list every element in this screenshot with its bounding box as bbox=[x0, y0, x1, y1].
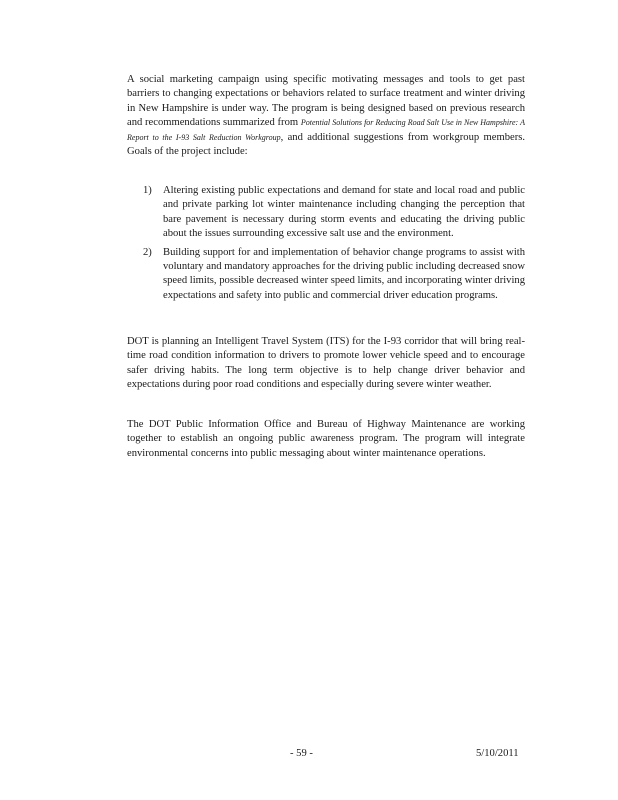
list-item-number: 1) bbox=[143, 185, 152, 196]
list-item-number: 2) bbox=[143, 246, 152, 258]
its-paragraph: DOT is planning an Intelligent Travel System (ITS) for the I-93 corridor that will bring real-time road condition information to drivers to promote lower vehicle speed and to encourage safer driving habits. The long term objective is to help change driver behavior and expectations during poor road conditions and especially during severe winter weather. bbox=[127, 336, 525, 391]
list-item-text: Building support for and implementation of behavior change programs to assist with voluntary and mandatory approaches for the driving public including decreased snow speed limits, possible decreased winter speed limits, and incorporating winter driving expectations and safety into public and commercial driver education programs. bbox=[163, 246, 525, 301]
footer-date: 5/10/2011 bbox=[476, 748, 519, 759]
report-citation: Potential Solutions for Reducing Road Salt Use in New Hampshire: A Report to the I-93 Salt Reduction Workgroup bbox=[127, 118, 525, 142]
list-item bbox=[127, 184, 525, 242]
intro-text-before: A social marketing campaign using specific motivating messages and tools to get past barriers to changing expectations or behaviors related to surface treatment and winter driving in New Hampshire is under way. The program is being designed based on previous research and recommendations summarized from bbox=[127, 74, 525, 129]
goals-list bbox=[127, 184, 525, 307]
intro-text-after: , and additional suggestions from workgroup members. Goals of the project include: bbox=[127, 131, 525, 158]
page-number: - 59 - bbox=[290, 748, 313, 759]
list-item bbox=[127, 246, 525, 304]
list-item-text: Altering existing public expectations and demand for state and local road and public and private parking lot winter maintenance including changing the perception that bare pavement is necessary during storm events and educating the driving public about the issues surrounding excessive salt use and the environment. bbox=[163, 185, 525, 240]
intro-paragraph bbox=[127, 73, 525, 159]
awareness-paragraph: The DOT Public Information Office and Bureau of Highway Maintenance are working together to establish an ongoing public awareness program. The program will integrate environmental concerns into public messaging about winter maintenance operations. bbox=[127, 419, 525, 459]
